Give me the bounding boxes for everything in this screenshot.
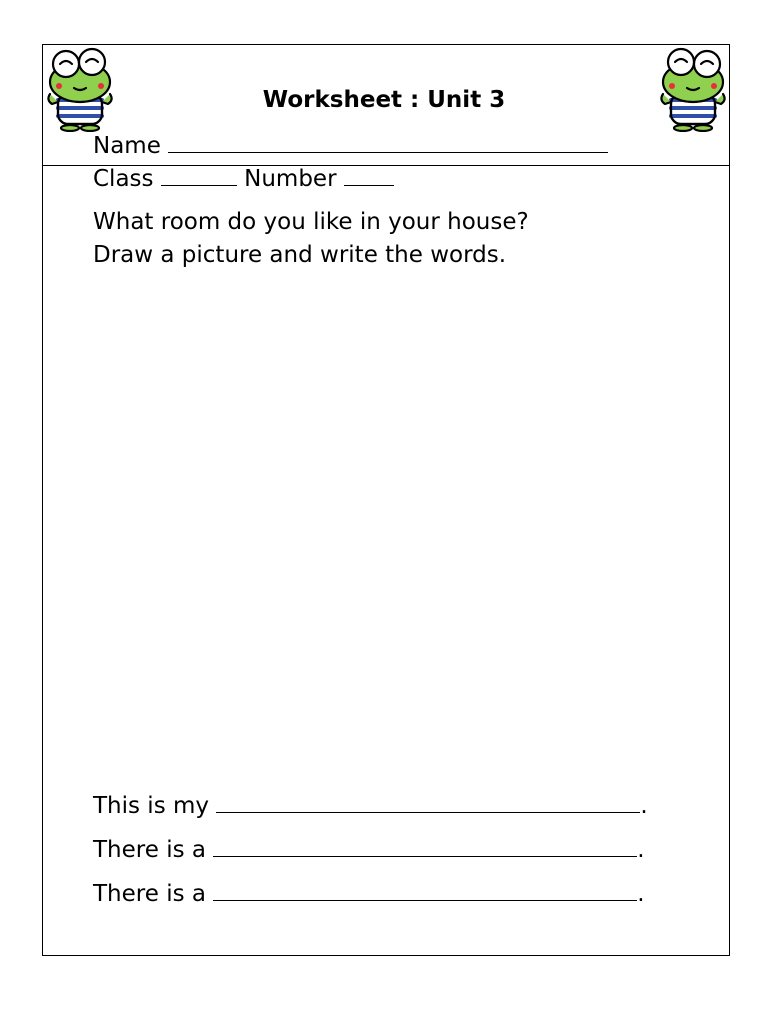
- instruction-line-1: What room do you like in your house?: [93, 209, 529, 235]
- sentence-prefix: This is my: [93, 793, 210, 819]
- name-field[interactable]: [168, 152, 608, 153]
- sentence-prefix: There is a: [93, 837, 206, 863]
- name-label: Name: [93, 133, 161, 159]
- worksheet-title: Worksheet : Unit 3: [262, 87, 506, 113]
- class-field[interactable]: [161, 185, 237, 186]
- sentence-answer-field[interactable]: [213, 856, 637, 857]
- sentence-answer-field[interactable]: [213, 900, 637, 901]
- name-row: [93, 135, 608, 158]
- number-label: Number: [244, 166, 337, 192]
- sentence-period: .: [637, 837, 645, 863]
- sentence-prefix: There is a: [93, 881, 206, 907]
- sentence-row: [93, 883, 645, 906]
- sentence-period: .: [637, 881, 645, 907]
- number-field[interactable]: [344, 185, 394, 186]
- sentence-period: .: [640, 793, 648, 819]
- class-label: Class: [93, 166, 154, 192]
- instruction-line-2: Draw a picture and write the words.: [93, 242, 507, 268]
- sentence-row: [93, 795, 648, 818]
- sentence-row: [93, 839, 645, 862]
- sentence-answer-field[interactable]: [216, 812, 640, 813]
- drawing-area[interactable]: [60, 280, 710, 780]
- class-number-row: [93, 168, 394, 191]
